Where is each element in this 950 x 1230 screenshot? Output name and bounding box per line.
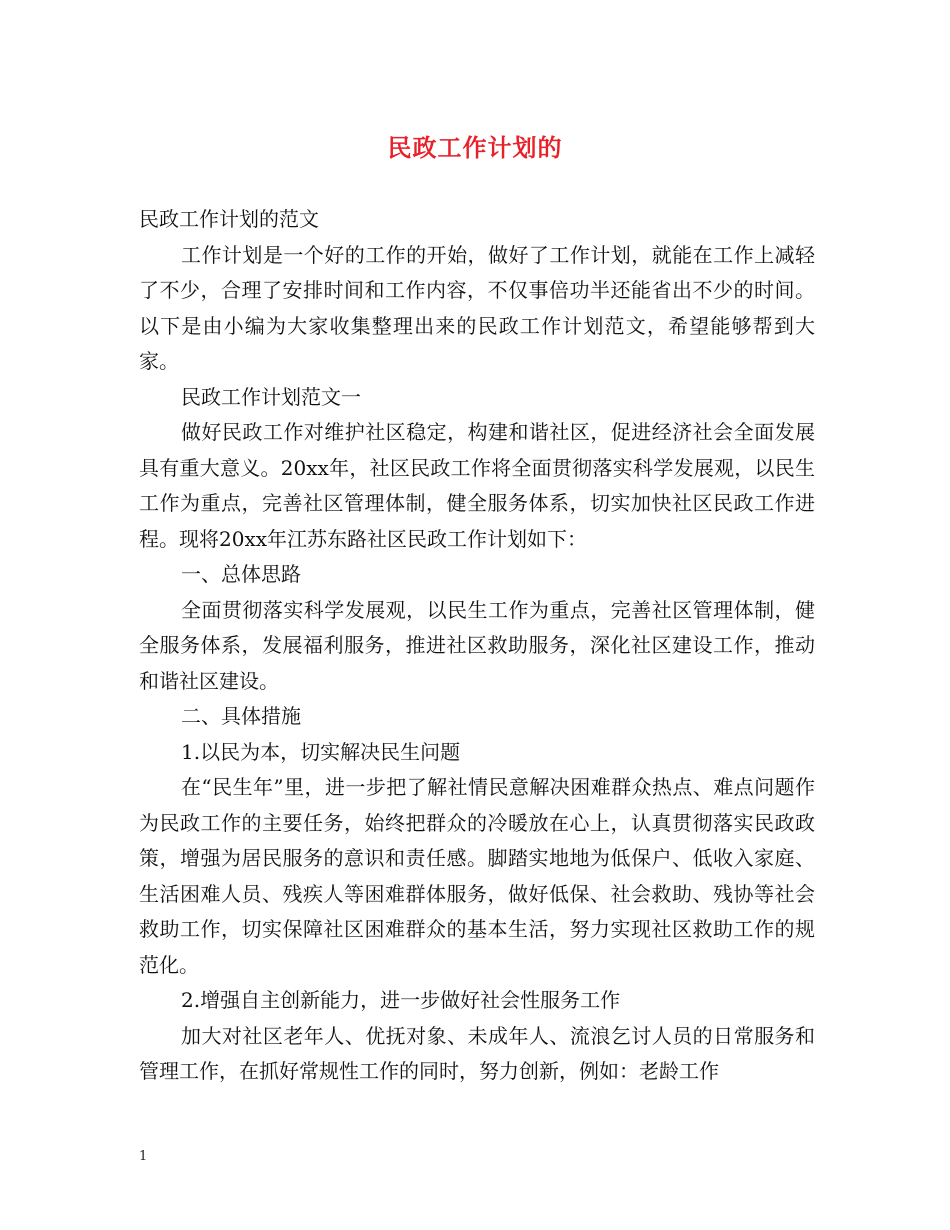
subsection-heading-2: 2.增强自主创新能力，进一步做好社会性服务工作: [181, 988, 621, 1012]
body-paragraph: 做好民政工作对维护社区稳定，构建和谐社区，促进经济社会全面发展具有重大意义。20xx年，社区民政工作将全面贯彻落实科学发展观，以民生工作为重点，完善社区管理体制，健全服务体系，切实加快社区民政工作进程。现将20xx年江苏东路社区民政工作计划如下：: [139, 420, 815, 551]
intro-paragraph: 工作计划是一个好的工作的开始，做好了工作计划，就能在工作上减轻了不少，合理了安排时间和工作内容，不仅事倍功半还能省出不少的时间。以下是由小编为大家收集整理出来的民政工作计划范文，希望能够帮到大家。: [139, 242, 815, 373]
body-paragraph: 加大对社区老年人、优抚对象、未成年人、流浪乞讨人员的日常服务和管理工作，在抓好常规性工作的同时，努力创新，例如：老龄工作: [139, 1023, 815, 1083]
page-number: 1: [139, 1149, 148, 1164]
document-body: [139, 202, 815, 1090]
body-paragraph: 在“民生年”里，进一步把了解社情民意解决困难群众热点、难点问题作为民政工作的主要任务，始终把群众的冷暖放在心上，认真贯彻落实民政政策，增强为居民服务的意识和责任感。脚踏实地地为低保户、低收入家庭、生活困难人员、残疾人等困难群体服务，做好低保、社会救助、残协等社会救助工作，切实保障社区困难群众的基本生活，努力实现社区救助工作的规范化。: [139, 775, 815, 977]
section-heading-overall-approach: 一、总体思路: [181, 562, 301, 586]
subtitle-paragraph: 民政工作计划的范文: [139, 207, 319, 231]
section-heading-specific-measures: 二、具体措施: [181, 704, 301, 728]
section-heading-sample-one: 民政工作计划范文一: [181, 384, 361, 409]
subsection-heading-1: 1.以民为本，切实解决民生问题: [181, 739, 461, 764]
document-title: 民政工作计划的: [387, 133, 563, 162]
body-paragraph: 全面贯彻落实科学发展观，以民生工作为重点，完善社区管理体制，健全服务体系，发展福利服务，推进社区救助服务，深化社区建设工作，推动和谐社区建设。: [139, 597, 815, 693]
